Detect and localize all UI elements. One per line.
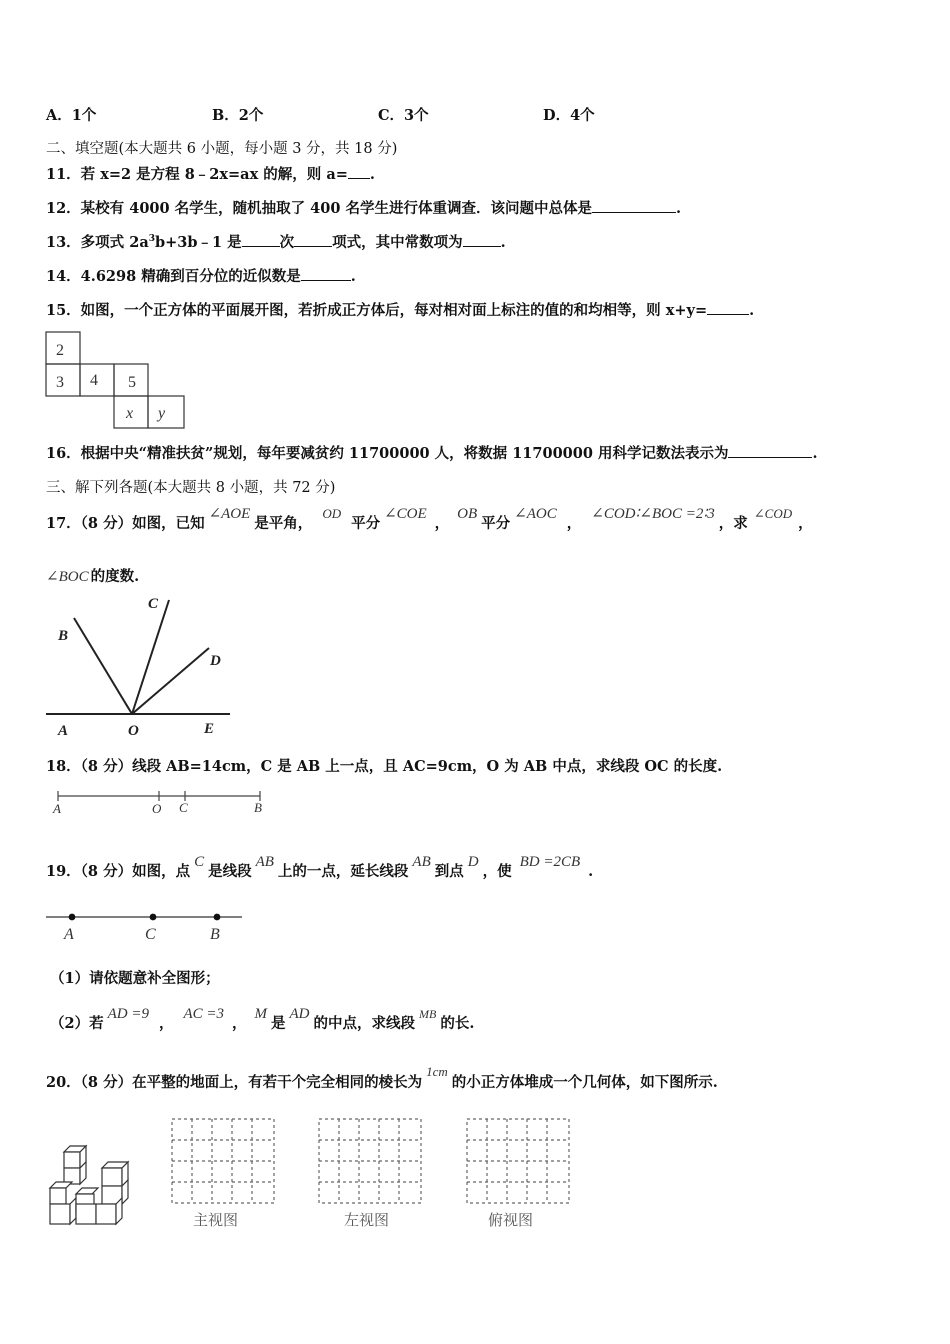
section-3-heading: 三、解下列各题(本大题共 8 小题，共 72 分) xyxy=(46,480,336,496)
angle-figure xyxy=(44,592,234,742)
net-cell-x: x xyxy=(126,405,134,422)
question-19: 19．（8 分）如图，点C是线段AB上的一点，延长线段AB到点D，使BD =2CB. xyxy=(46,854,594,880)
label-D: D xyxy=(210,653,221,669)
option-c: C．3个 xyxy=(378,107,429,124)
seg18-C: C xyxy=(179,800,188,815)
option-b: B．2个 xyxy=(212,107,264,124)
label-B: B xyxy=(58,628,69,644)
top-view-grid xyxy=(465,1117,571,1205)
question-18: 18．（8 分）线段 AB=14cm，C 是 AB 上一点，且 AC=9cm，O 为 AB 中点，求线段 OC 的长度. xyxy=(46,758,723,775)
left-view-grid xyxy=(317,1117,423,1205)
question-14: 14．4.6298 精确到百分位的近似数是 . xyxy=(46,268,356,285)
cube-net-figure xyxy=(44,330,189,430)
net-cell-y: y xyxy=(158,405,166,422)
seg18-O: O xyxy=(152,801,162,816)
question-11: 11．若 x=2 是方程 8﹣2x=ax 的解，则 a= . xyxy=(46,166,375,183)
option-a: A．1个 xyxy=(46,107,97,124)
seg18-A: A xyxy=(53,801,61,816)
label-C: C xyxy=(148,596,159,612)
front-view-caption: 主视图 xyxy=(193,1211,239,1229)
question-19-part-1: （1）请依题意补全图形； xyxy=(50,970,220,987)
seg18-B: B xyxy=(254,800,262,815)
question-15: 15．如图，一个正方体的平面展开图，若折成正方体后，每对相对面上标注的值的和均相等，则 x+y= . xyxy=(46,302,755,319)
top-view-caption: 俯视图 xyxy=(488,1211,534,1229)
question-12: 12．某校有 4000 名学生，随机抽取了 400 名学生进行体重调查．该问题中总体是 . xyxy=(46,200,682,217)
seg19-C: C xyxy=(145,926,156,943)
net-cell-4: 4 xyxy=(90,372,98,389)
net-cell-3: 3 xyxy=(56,374,64,391)
segment-figure-19 xyxy=(44,908,246,944)
question-13: 13．多项式 $2a^3b+3b﹣1$ 是 次 项式，其中常数项为 . xyxy=(46,234,506,251)
left-view-caption: 左视图 xyxy=(344,1211,390,1229)
section-2-heading: 二、填空题(本大题共 6 小题，每小题 3 分，共 18 分) xyxy=(46,141,398,157)
question-16: 16．根据中央“精准扶贫”规划，每年要减贫约 11700000 人，将数据 11700000 用科学记数法表示为 . xyxy=(46,445,818,462)
question-20: 20．（8 分）在平整的地面上，有若干个完全相同的棱长为1cm的小正方体堆成一个几何体，如下图所示. xyxy=(46,1064,718,1091)
front-view-grid xyxy=(170,1117,276,1205)
seg19-B: B xyxy=(210,926,220,943)
net-cell-2: 2 xyxy=(56,342,64,359)
label-E: E xyxy=(204,721,215,737)
seg19-A: A xyxy=(64,926,74,943)
option-d: D．4个 xyxy=(543,107,595,124)
question-19-part-2: （2）若AD =9，AC =3，M是AD的中点，求线段$^{MB}$的长. xyxy=(50,1006,475,1032)
net-cell-5: 5 xyxy=(128,374,136,391)
label-A: A xyxy=(58,723,69,739)
question-17: 17．（8 分）如图，已知∠AOE是平角，OD平分∠COE，OB平分∠AOC，∠COD∶∠BOC =2∶3，求∠COD， xyxy=(46,506,813,532)
segment-figure-18 xyxy=(48,788,270,818)
question-17-cont: ∠BOC 的度数. xyxy=(46,568,140,585)
cube-stack-figure xyxy=(44,1138,136,1230)
label-O: O xyxy=(128,723,139,739)
